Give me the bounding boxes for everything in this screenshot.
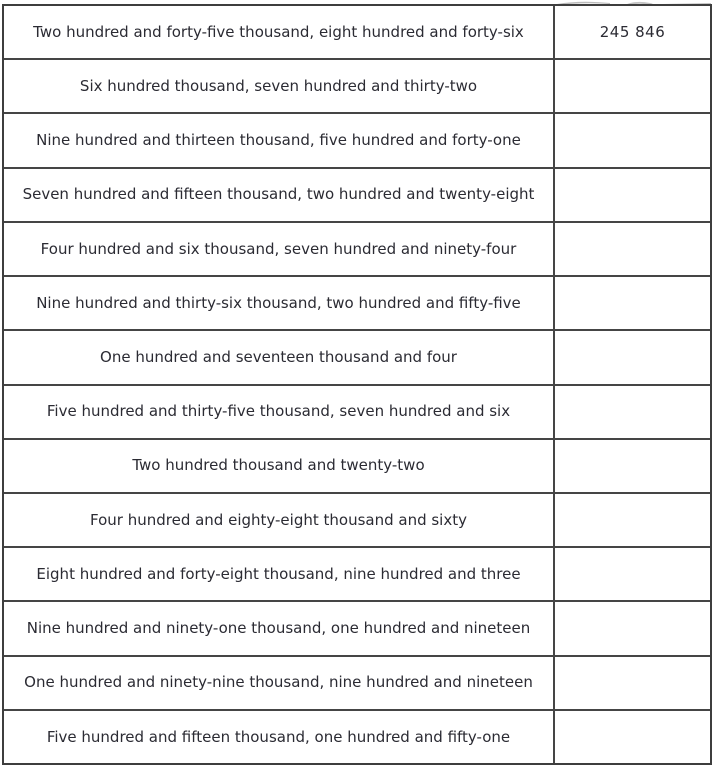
- numeral-answer-cell[interactable]: [553, 711, 710, 763]
- numeral-answer-cell[interactable]: [553, 331, 710, 383]
- table-row: [4, 6, 710, 58]
- numeral-answer-cell[interactable]: [553, 223, 710, 275]
- numeral-answer-cell[interactable]: [553, 657, 710, 709]
- numeral-answer-cell[interactable]: [553, 277, 710, 329]
- numeral-answer-cell[interactable]: [553, 548, 710, 600]
- number-words-cell: Five hundred and fifteen thousand, one hundred and fifty-one: [46, 727, 511, 746]
- number-words-cell: One hundred and ninety-nine thousand, nine hundred and nineteen: [24, 673, 533, 692]
- table-row: [4, 167, 710, 221]
- number-words-cell: Two hundred thousand and twenty-two: [132, 456, 425, 475]
- table-row: [4, 438, 710, 492]
- table-row: [4, 600, 710, 654]
- numeral-answer-cell[interactable]: [553, 602, 710, 654]
- numeral-answer-cell[interactable]: [553, 114, 710, 166]
- table-row: [4, 655, 710, 709]
- numeral-answer-cell[interactable]: [553, 60, 710, 112]
- number-words-cell: Two hundred and forty-five thousand, eight hundred and forty-six: [33, 22, 524, 41]
- table-row: [4, 329, 710, 383]
- number-words-cell: Eight hundred and forty-eight thousand, nine hundred and three: [36, 564, 521, 583]
- number-words-cell: Nine hundred and thirteen thousand, five hundred and forty-one: [36, 131, 521, 150]
- worksheet-table: [2, 4, 712, 765]
- number-words-cell: Nine hundred and ninety-one thousand, one hundred and nineteen: [26, 619, 531, 638]
- table-row: [4, 112, 710, 166]
- numeral-answer-cell[interactable]: [553, 494, 710, 546]
- numeral-answer-cell[interactable]: [553, 386, 710, 438]
- table-row: [4, 58, 710, 112]
- numeral-answer-cell[interactable]: 245 846: [553, 6, 710, 58]
- table-row: [4, 709, 710, 763]
- table-row: [4, 546, 710, 600]
- table-row: [4, 492, 710, 546]
- table-row: [4, 384, 710, 438]
- table-row: [4, 275, 710, 329]
- number-words-cell: Nine hundred and thirty-six thousand, two hundred and fifty-five: [36, 293, 521, 312]
- number-words-cell: Four hundred and eighty-eight thousand and sixty: [90, 510, 467, 529]
- number-words-cell: Seven hundred and fifteen thousand, two hundred and twenty-eight: [22, 185, 535, 204]
- numeral-answer-cell[interactable]: [553, 169, 710, 221]
- number-words-cell: Six hundred thousand, seven hundred and thirty-two: [79, 76, 478, 95]
- number-words-cell: One hundred and seventeen thousand and four: [100, 348, 457, 367]
- number-words-cell: Four hundred and six thousand, seven hundred and ninety-four: [40, 239, 517, 258]
- numeral-answer-cell[interactable]: [553, 440, 710, 492]
- table-row: [4, 221, 710, 275]
- number-words-cell: Five hundred and thirty-five thousand, seven hundred and six: [46, 402, 511, 421]
